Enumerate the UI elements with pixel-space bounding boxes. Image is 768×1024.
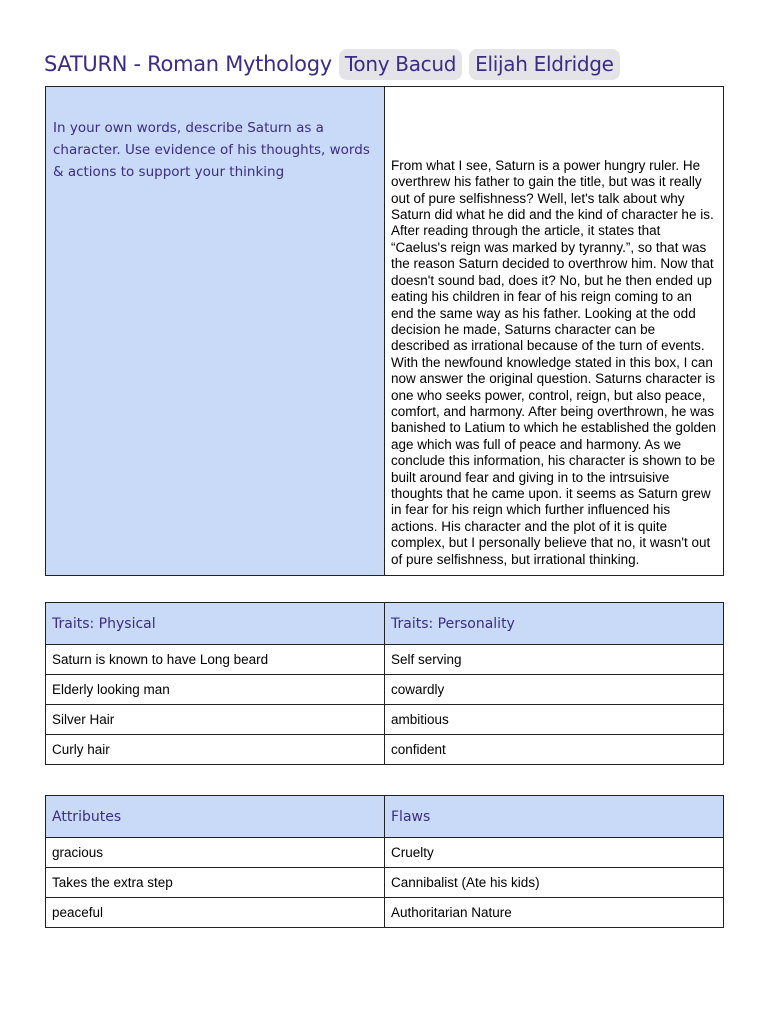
attributes-header-row bbox=[46, 796, 724, 838]
document-title: SATURN - Roman Mythology bbox=[44, 52, 332, 76]
table-row bbox=[46, 898, 724, 928]
prompt-question: In your own words, describe Saturn as a character. Use evidence of his thoughts, words & actions to support your thinking bbox=[53, 120, 370, 180]
author-chip-tony[interactable]: Tony Bacud bbox=[339, 49, 462, 80]
prompt-cell[interactable] bbox=[46, 87, 385, 575]
table-row bbox=[46, 868, 724, 898]
physical-trait-cell[interactable]: Elderly looking man bbox=[46, 675, 385, 705]
title-row bbox=[44, 46, 620, 82]
attribute-cell[interactable]: Takes the extra step bbox=[46, 868, 385, 898]
attribute-cell[interactable]: peaceful bbox=[46, 898, 385, 928]
flaw-cell[interactable]: Authoritarian Nature bbox=[385, 898, 724, 928]
character-description-table bbox=[45, 86, 724, 576]
flaws-header[interactable]: Flaws bbox=[385, 796, 724, 838]
physical-trait-cell[interactable]: Saturn is known to have Long beard bbox=[46, 645, 385, 675]
table-row bbox=[46, 705, 724, 735]
table-row bbox=[46, 675, 724, 705]
table-row bbox=[46, 735, 724, 765]
traits-personality-header[interactable]: Traits: Personality bbox=[385, 603, 724, 645]
traits-header-row bbox=[46, 603, 724, 645]
table-row bbox=[46, 838, 724, 868]
traits-physical-header[interactable]: Traits: Physical bbox=[46, 603, 385, 645]
traits-table bbox=[45, 602, 724, 765]
physical-trait-cell[interactable]: Silver Hair bbox=[46, 705, 385, 735]
answer-cell[interactable] bbox=[385, 87, 723, 575]
attributes-header[interactable]: Attributes bbox=[46, 796, 385, 838]
personality-trait-cell[interactable]: Self serving bbox=[385, 645, 724, 675]
personality-trait-cell[interactable]: confident bbox=[385, 735, 724, 765]
table-row bbox=[46, 645, 724, 675]
attributes-flaws-table bbox=[45, 795, 724, 928]
physical-trait-cell[interactable]: Curly hair bbox=[46, 735, 385, 765]
personality-trait-cell[interactable]: cowardly bbox=[385, 675, 724, 705]
personality-trait-cell[interactable]: ambitious bbox=[385, 705, 724, 735]
attribute-cell[interactable]: gracious bbox=[46, 838, 385, 868]
author-chip-elijah[interactable]: Elijah Eldridge bbox=[469, 49, 619, 80]
answer-text: From what I see, Saturn is a power hungry ruler. He overthrew his father to gain the title, but was it really out of pure selfishness? Well, let's talk about why Saturn did what he did and the kind of character he is. After reading through the article, it states that “Caelus's reign was marked by tyranny.”, so that was the reason Saturn decided to overthrow him. Now that doesn't sound bad, does it? No, but he then ended up eating his children in fear of his reign coming to an end the same way as his father. Looking at the odd decision he made, Saturns character can be described as irrational because of the turn of events. With the newfound knowledge stated in this box, I can now answer the original question. Saturns character is one who seeks power, control, reign, but also peace, comfort, and harmony. After being overthrown, he was banished to Latium to which he established the golden age which was full of peace and harmony. As we conclude this information, his character is shown to be built around fear and giving in to the intrsuisive thoughts that he came upon. it seems as Saturn grew in fear for his reign which further influenced his actions. His character and the plot of it is quite complex, but I personally believe that no, it wasn't out of pure selfishness, but irrational thinking. bbox=[391, 157, 716, 567]
flaw-cell[interactable]: Cannibalist (Ate his kids) bbox=[385, 868, 724, 898]
flaw-cell[interactable]: Cruelty bbox=[385, 838, 724, 868]
